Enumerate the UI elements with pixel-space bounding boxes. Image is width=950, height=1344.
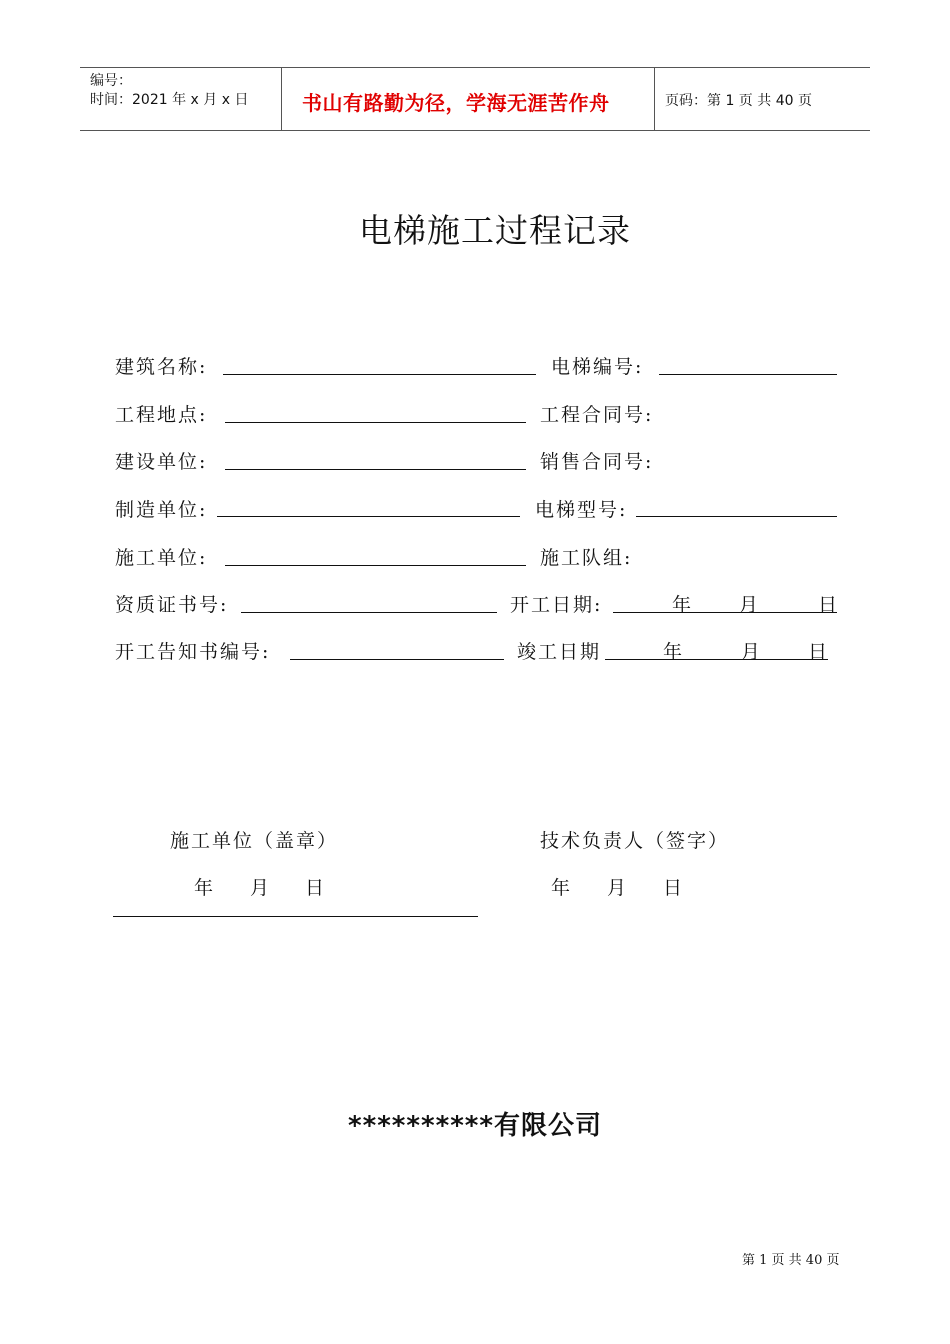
tech-lead-label: 技术负责人（签字） [540, 830, 730, 852]
sign-day-unit: 日 [663, 877, 683, 899]
seal-year-unit: 年 [194, 877, 214, 899]
header-motto: 书山有路勤为径，学海无涯苦作舟 [302, 91, 610, 115]
seal-day-unit: 日 [305, 877, 325, 899]
header-divider [281, 68, 282, 130]
start-month-unit: 月 [739, 594, 759, 616]
number-label: 编号： [90, 73, 132, 89]
page-title: 电梯施工过程记录 [359, 211, 631, 250]
sales-contract-label: 销售合同号: [540, 451, 654, 473]
start-day-unit: 日 [818, 594, 838, 616]
unit-seal-label: 施工单位（盖章） [170, 830, 339, 852]
installer-field[interactable] [225, 565, 526, 566]
elevator-model-field[interactable] [636, 516, 837, 517]
installer-label: 施工单位: [115, 547, 208, 569]
start-year-unit: 年 [672, 594, 692, 616]
notice-no-label: 开工告知书编号: [115, 641, 271, 663]
start-date-field[interactable] [613, 612, 837, 613]
manufacturer-field[interactable] [217, 516, 520, 517]
elevator-model-label: 电梯型号: [535, 499, 628, 521]
page-footer: 第 1 页 共 40 页 [742, 1253, 840, 1268]
elevator-no-field[interactable] [659, 374, 837, 375]
page-label: 页码：第 1 页 共 40 页 [665, 93, 812, 109]
project-site-label: 工程地点: [115, 404, 208, 426]
seal-month-unit: 月 [250, 877, 270, 899]
header-divider [654, 68, 655, 130]
elevator-no-label: 电梯编号: [551, 356, 644, 378]
time-label: 时间：2021 年 x 月 x 日 [90, 92, 249, 108]
building-name-field[interactable] [223, 374, 536, 375]
completion-date-field[interactable] [605, 659, 828, 660]
document-header [80, 67, 870, 131]
sign-year-unit: 年 [551, 877, 571, 899]
completion-month-unit: 月 [741, 641, 761, 663]
completion-year-unit: 年 [663, 641, 683, 663]
building-name-label: 建筑名称: [115, 356, 208, 378]
manufacturer-label: 制造单位: [115, 499, 208, 521]
construction-owner-label: 建设单位: [115, 451, 208, 473]
company-name: **********有限公司 [348, 1111, 602, 1141]
install-team-label: 施工队组: [540, 547, 633, 569]
completion-date-label: 竣工日期 [517, 641, 602, 663]
notice-no-field[interactable] [290, 659, 504, 660]
project-site-field[interactable] [225, 422, 526, 423]
qualification-no-label: 资质证书号: [115, 594, 229, 616]
construction-owner-field[interactable] [225, 469, 526, 470]
qualification-no-field[interactable] [241, 612, 497, 613]
start-date-label: 开工日期: [510, 594, 603, 616]
sign-month-unit: 月 [607, 877, 627, 899]
completion-day-unit: 日 [808, 641, 828, 663]
project-contract-label: 工程合同号: [540, 404, 654, 426]
seal-signature-line[interactable] [113, 916, 478, 917]
